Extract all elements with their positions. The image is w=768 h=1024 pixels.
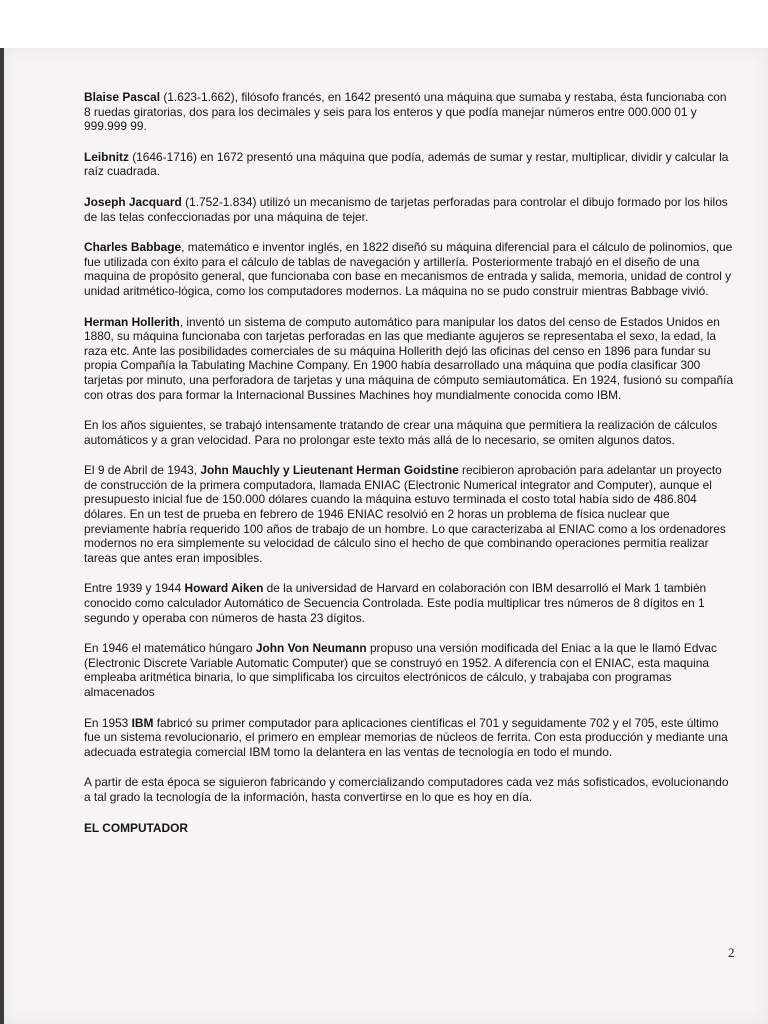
paragraph-text: recibieron aprobación para adelantar un proyecto de construcción de la primera computadora, llamada ENIAC (Electronic Numerical integrator and Computer), aunque el presupuesto inicial fue de 150.000 dólares cuando la máquina estuvo terminada el costo total había sido de 486.804 dólares. En un test de prueba en febrero de 1946 ENIAC resolvió en 2 horas un problema de física nuclear que previamente habría requerido 100 años de trabajo de un hombre. Lo que caracterizaba al ENIAC como a los ordenadores modernos no era simplemente su velocidad de cálculo sino el hecho de que combinando operaciones permitía realizar tareas que antes eran imposibles.	[84, 463, 726, 565]
paragraph-aiken	[84, 581, 736, 625]
person-name: Charles Babbage	[84, 240, 182, 255]
paragraph-siguientes	[84, 418, 736, 447]
person-name: Howard Aiken	[184, 581, 264, 596]
paragraph-text: , matemático e inventor inglés, en 1822 diseñó su máquina diferencial para el cálculo de polinomios, que fue utilizada con éxito para el cálculo de tablas de navegación y artillería. Posteriormente trabajó en el diseño de una maquina de propósito general, que funcionaba con base en mecanismos de entrada y salida, memoria, unidad de control y unidad aritmético-lógica, como los computadores modernos. La máquina no se pudo construir mientras Babbage vivió.	[84, 240, 733, 298]
company-name: IBM	[131, 715, 154, 730]
paragraph-text: (1.623-1.662), filósofo francés, en 1642 presentó una máquina que sumaba y restaba, ésta funcionaba con 8 ruedas giratorias, dos para los decimales y seis para los enteros y que podía manejar números entre 000.000 01 y 999.999 99.	[84, 90, 727, 134]
body-text	[84, 90, 736, 835]
paragraph-jacquard	[84, 195, 736, 224]
paragraph-text: A partir de esta época se siguieron fabricando y comercializando computadores cada vez más sofisticados, evolucionando a tal grado la tecnología de la información, hasta convertirse en lo que es hoy en día.	[84, 775, 729, 804]
paragraph-hollerith	[84, 315, 736, 403]
person-name: Blaise Pascal	[84, 90, 161, 104]
paragraph-text: (1.752-1.834) utilizó un mecanismo de tarjetas perforadas para controlar el dibujo formado por los hilos de las telas confeccionadas por una máquina de tejer.	[84, 194, 728, 224]
document-page	[4, 48, 768, 1024]
paragraph-text: (1646-1716) en 1672 presentó una máquina que podía, además de sumar y restar, multiplicar, dividir y calcular la raíz cuadrada.	[84, 149, 729, 179]
person-name: Herman Hollerith	[84, 314, 180, 329]
paragraph-intro: Entre 1939 y 1944	[84, 581, 185, 596]
top-margin	[0, 0, 768, 48]
paragraph-text: de la universidad de Harvard en colaboración con IBM desarrolló el Mark 1 también conocido como calculador Automático de Secuencia Controlada. Este podía multiplicar tres números de 8 dígitos en 1 segundo y operaba con números de hasta 23 dígitos.	[84, 581, 707, 625]
person-name: John Von Neumann	[255, 641, 367, 656]
paragraph-epoca	[84, 775, 736, 804]
paragraph-intro: El 9 de Abril de 1943,	[84, 463, 201, 478]
paragraph-intro: En 1946 el matemático húngaro	[84, 641, 256, 656]
paragraph-text: En los años siguientes, se trabajó intensamente tratando de crear una máquina que permitiera la realización de cálculos automáticos y a gran velocidad. Para no prolongar este texto más allá de lo necesario, se omiten algunos datos.	[84, 418, 718, 447]
paragraph-text: , inventó un sistema de computo automático para manipular los datos del censo de Estados Unidos en 1880, su máquina funcionaba con tarjetas perforadas en las que mediante agujeros se representaba el sexo, la edad, la raza etc. Ante las posibilidades comerciales de su máquina Hollerith dejó las oficinas del censo en 1896 para fundar su propia Compañía la Tabulating Machine Company. En 1900 había desarrollado una máquina que podía clasificar 300 tarjetas por minuto, una perforadora de tarjetas y una máquina de cómputo semiautomática. En 1924, fusionó su compañía con otras dos para formar la Internacional Bussines Machines hoy mundialmente conocida como IBM.	[84, 314, 734, 402]
paragraph-leibnitz	[84, 150, 736, 179]
paragraph-text: propuso una versión modificada del Eniac a la que le llamó Edvac (Electronic Discrete Variable Automatic Computer) que se construyó en 1952. A diferencia con el ENIAC, esta maquina empleaba aritmética binaria, lo que simplificaba los circuitos electrónicos de cálculo, y trabajaba con programas almacenados	[84, 641, 717, 699]
paragraph-intro: En 1953	[84, 715, 132, 730]
paragraph-babbage	[84, 240, 736, 298]
section-heading: EL COMPUTADOR	[84, 820, 188, 835]
person-name: Joseph Jacquard	[84, 194, 182, 209]
paragraph-neumann	[84, 641, 736, 699]
paragraph-ibm	[84, 716, 736, 760]
person-name: Leibnitz	[84, 149, 129, 164]
paragraph-eniac	[84, 463, 736, 565]
page-number: 2	[728, 945, 735, 960]
person-name: John Mauchly y Lieutenant Herman Goidstine	[200, 463, 459, 478]
paragraph-text: fabricó su primer computador para aplicaciones científicas el 701 y seguidamente 702 y el 705, este último fue un sistema revolucionario, el primero en emplear memorias de núcleos de ferrita. Con esta producción y mediante una adecuada estrategia comercial IBM tomo la delantera en las ventas de tecnología en todo el mundo.	[84, 715, 728, 759]
paragraph-pascal	[84, 90, 736, 134]
